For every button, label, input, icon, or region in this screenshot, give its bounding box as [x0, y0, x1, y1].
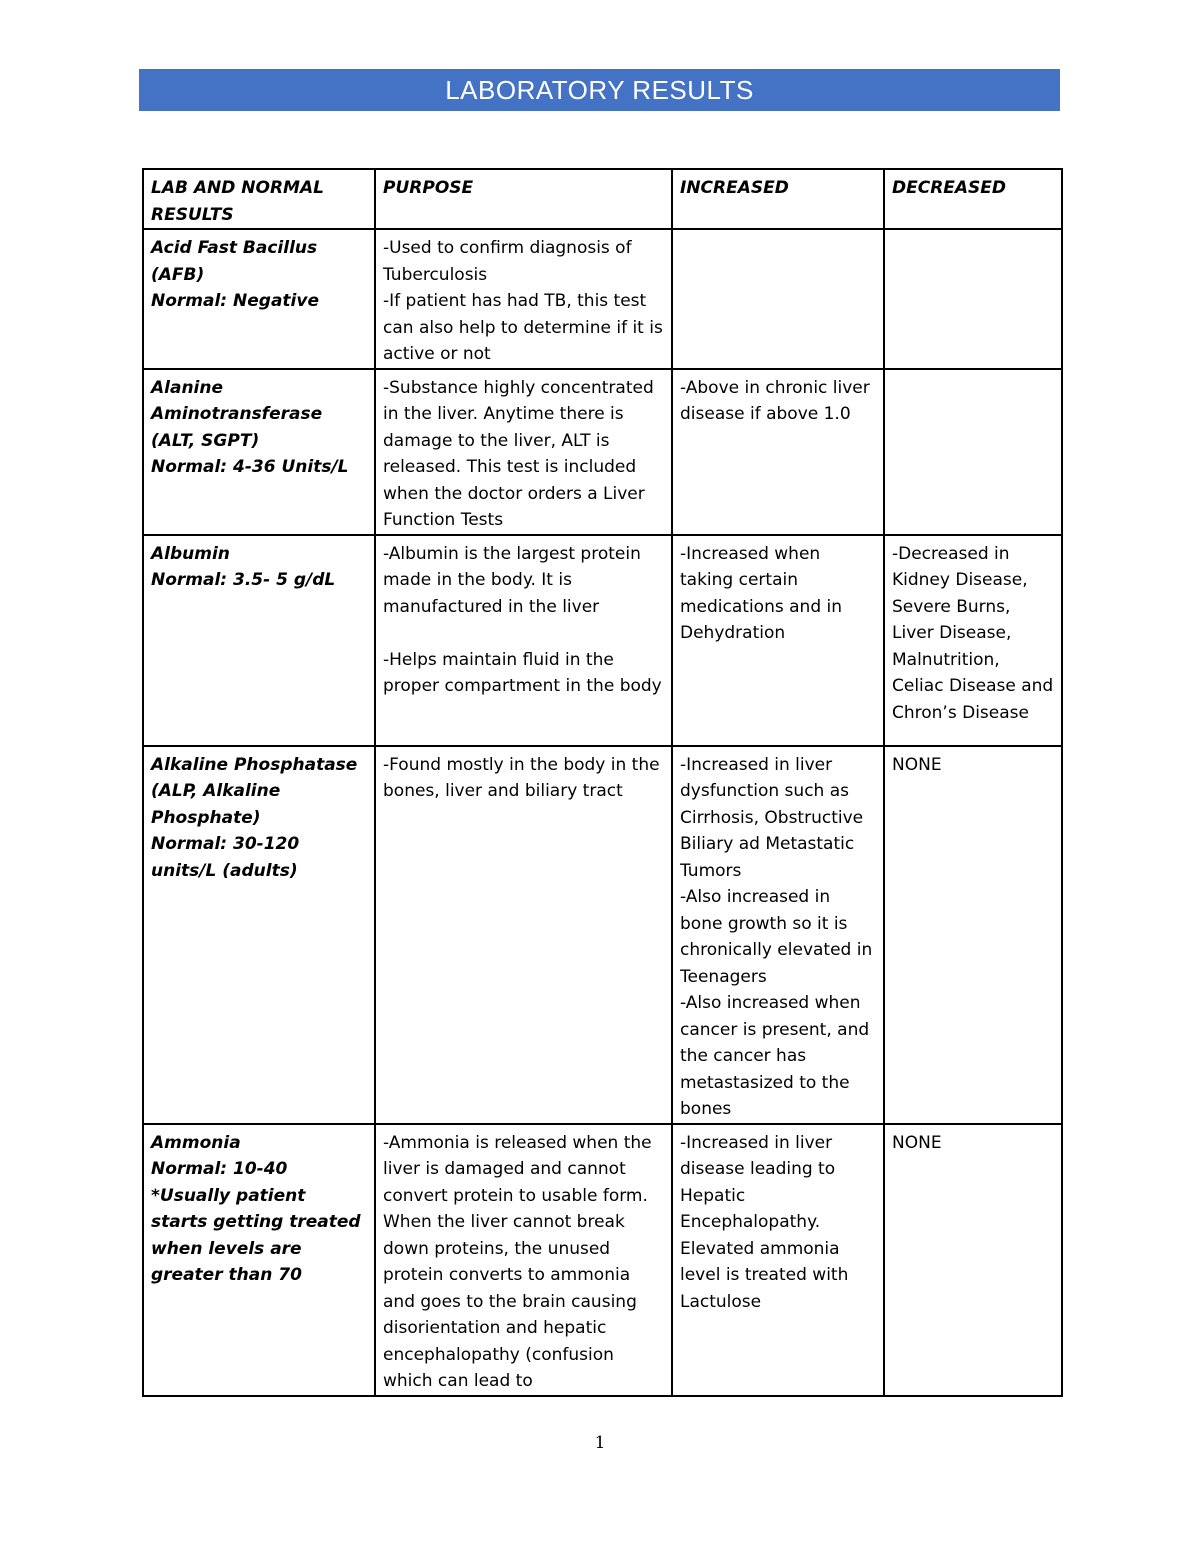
header-increased: INCREASED: [672, 169, 884, 229]
purpose-cell: [375, 229, 672, 369]
purpose-text: -Albumin is the largest protein made in the body. It is manufactured in the liver: [383, 543, 641, 617]
purpose-cell: [375, 746, 672, 1124]
table-header-row: [143, 169, 1062, 229]
decreased-cell: [884, 369, 1062, 535]
header-lab: LAB AND NORMAL RESULTS: [143, 169, 375, 229]
increased-cell: [672, 535, 884, 746]
increased-text: -Also increased when cancer is present, and the cancer has metastasized to the bones: [680, 993, 870, 1119]
increased-text: -Also increased in bone growth so it is chronically elevated in Teenagers: [680, 887, 873, 987]
lab-name: Albumin: [151, 543, 230, 564]
decreased-text: NONE: [892, 754, 942, 775]
page-number: 1: [594, 1433, 606, 1453]
increased-cell: [672, 1124, 884, 1396]
purpose-cell: [375, 535, 672, 746]
purpose-cell: [375, 369, 672, 535]
decreased-cell: [884, 746, 1062, 1124]
increased-cell: [672, 229, 884, 369]
increased-text: -Increased in liver disease leading to Hepatic Encephalopathy. Elevated ammonia level is treated with Lactulose: [680, 1132, 849, 1312]
lab-cell: [143, 229, 375, 369]
lab-cell: [143, 1124, 375, 1396]
purpose-text: -If patient has had TB, this test can also help to determine if it is active or not: [383, 291, 663, 364]
table-row: [143, 369, 1062, 535]
lab-cell: [143, 746, 375, 1124]
header-decreased: DECREASED: [884, 169, 1062, 229]
table-row: [143, 229, 1062, 369]
lab-name: Alanine Aminotransferase (ALT, SGPT): [151, 377, 323, 451]
lab-normal: Normal: 10-40: [151, 1159, 288, 1179]
lab-cell: [143, 369, 375, 535]
purpose-text: -Used to confirm diagnosis of Tuberculosis: [383, 238, 632, 285]
purpose-text: -Helps maintain fluid in the proper compartment in the body: [383, 649, 662, 696]
increased-cell: [672, 369, 884, 535]
lab-note: *Usually patient starts getting treated when levels are greater than 70: [151, 1185, 361, 1285]
lab-normal: Normal: 4-36 Units/L: [151, 457, 349, 477]
purpose-text: -Found mostly in the body in the bones, liver and biliary tract: [383, 754, 660, 801]
increased-text: -Increased when taking certain medications and in Dehydration: [680, 543, 843, 643]
lab-normal: Normal: 30-120 units/L (adults): [151, 834, 300, 881]
table-row: [143, 1124, 1062, 1396]
decreased-cell: [884, 535, 1062, 746]
paragraph-gap: [383, 620, 664, 647]
increased-text: -Increased in liver dysfunction such as Cirrhosis, Obstructive Biliary ad Metastatic Tumors: [680, 754, 864, 881]
table-row: [143, 535, 1062, 746]
header-purpose: PURPOSE: [375, 169, 672, 229]
decreased-cell: [884, 1124, 1062, 1396]
lab-name: Acid Fast Bacillus (AFB): [151, 238, 318, 285]
table-row: [143, 746, 1062, 1124]
decreased-text: -Decreased in Kidney Disease, Severe Burns, Liver Disease, Malnutrition, Celiac Disease and Chron’s Disease: [892, 543, 1054, 723]
increased-text: -Above in chronic liver disease if above 1.0: [680, 377, 870, 424]
lab-results-table: [142, 168, 1063, 1397]
lab-name: Ammonia: [151, 1132, 241, 1153]
lab-normal: Normal: 3.5- 5 g/dL: [151, 570, 336, 590]
purpose-text: -Substance highly concentrated in the liver. Anytime there is damage to the liver, ALT is released. This test is included when the doctor orders a Liver Function Tests: [383, 377, 654, 530]
lab-cell: [143, 535, 375, 746]
purpose-cell: [375, 1124, 672, 1396]
lab-name: Alkaline Phosphatase (ALP, Alkaline Phosphate): [151, 754, 358, 828]
lab-normal: Normal: Negative: [151, 291, 319, 311]
page-title: LABORATORY RESULTS: [139, 69, 1060, 111]
purpose-text: -Ammonia is released when the liver is damaged and cannot convert protein to usable form. When the liver cannot break down proteins, the unused protein converts to ammonia and goes to the brain causing disorientation and hepatic encephalopathy (confusion which can lead to: [383, 1132, 652, 1391]
decreased-text: NONE: [892, 1132, 942, 1153]
decreased-cell: [884, 229, 1062, 369]
increased-cell: [672, 746, 884, 1124]
